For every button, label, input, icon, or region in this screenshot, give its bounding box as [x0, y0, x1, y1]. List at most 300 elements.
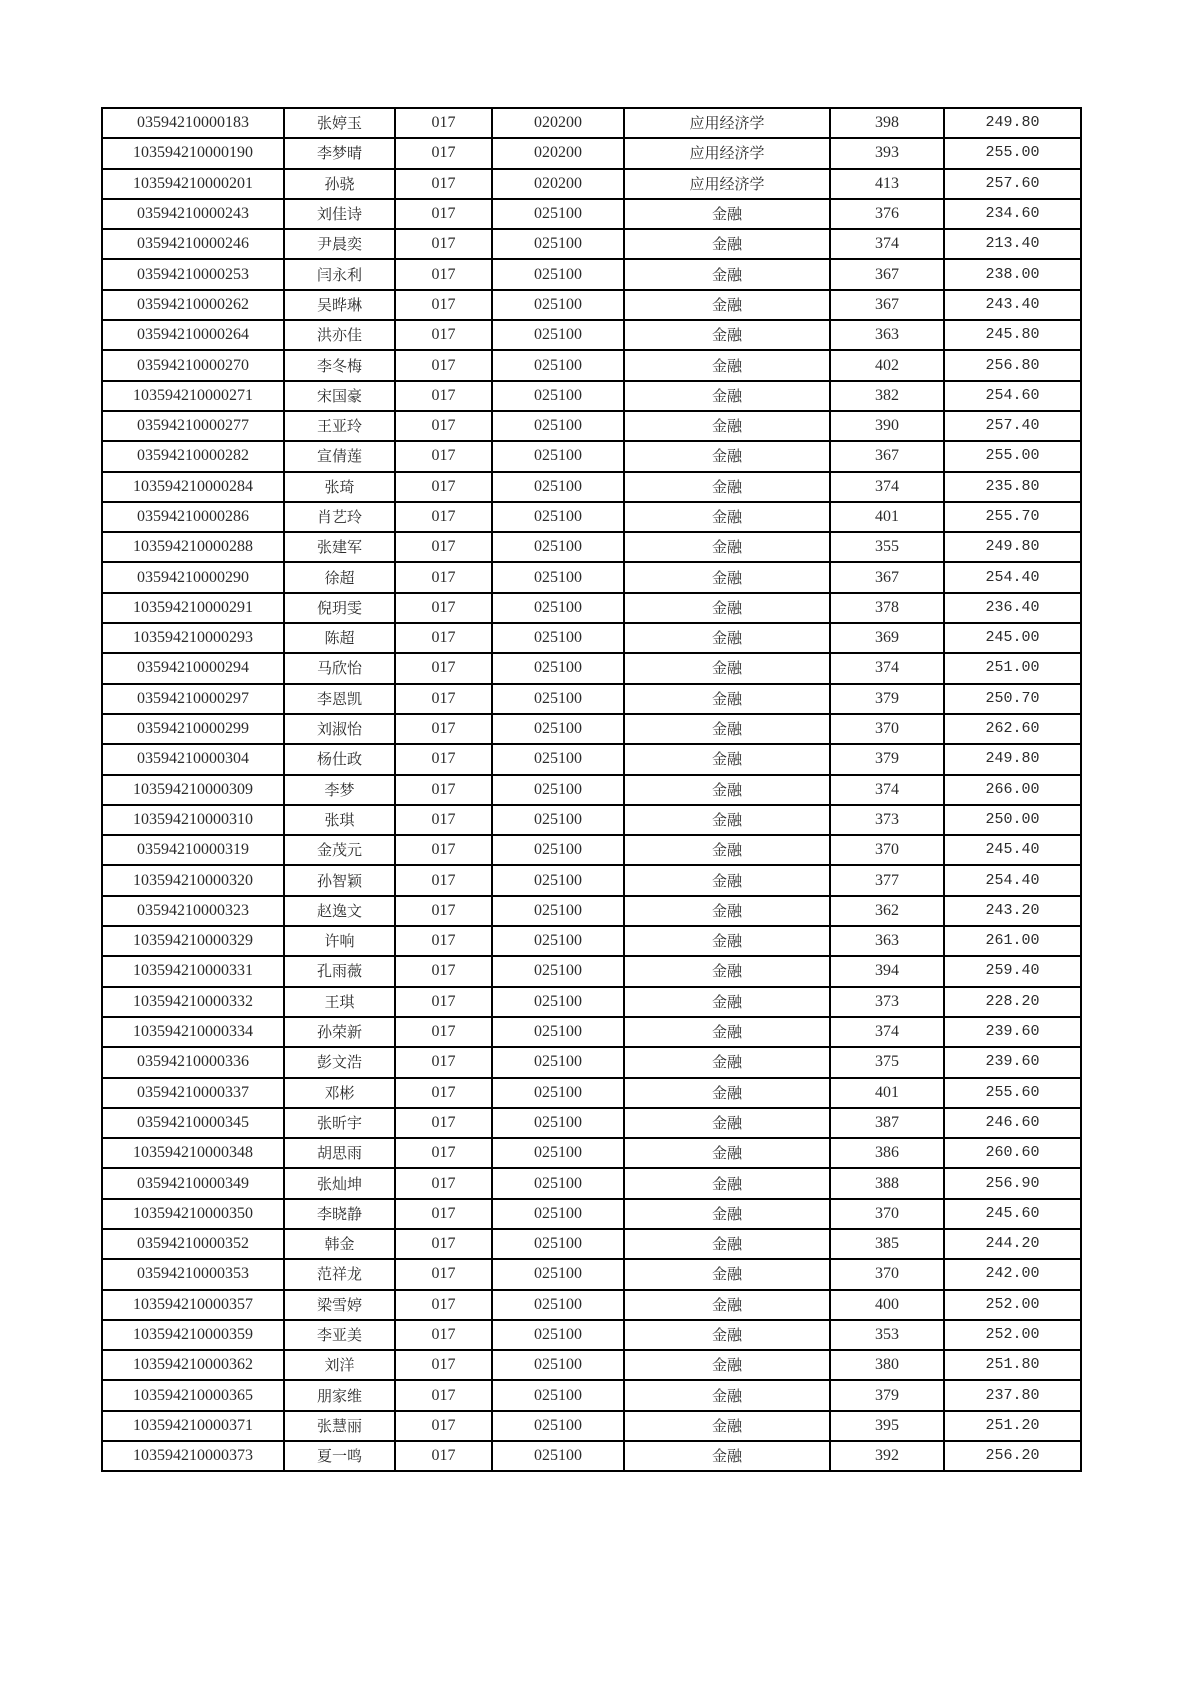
initial-score-cell: 392: [830, 1441, 944, 1471]
final-score-cell: 266.00: [944, 775, 1081, 805]
major-code-cell: 025100: [492, 775, 624, 805]
initial-score-cell: 373: [830, 805, 944, 835]
table-row: [102, 653, 1081, 683]
unit-code-cell: 017: [395, 532, 492, 562]
major-code-cell: 025100: [492, 653, 624, 683]
major-name-cell: 金融: [624, 502, 830, 532]
major-code-cell: 025100: [492, 593, 624, 623]
table-row: [102, 1047, 1081, 1077]
candidate-id-cell: 03594210000246: [102, 229, 284, 259]
unit-code-cell: 017: [395, 411, 492, 441]
initial-score-cell: 387: [830, 1108, 944, 1138]
major-code-cell: 025100: [492, 714, 624, 744]
initial-score-cell: 401: [830, 1078, 944, 1108]
candidate-name-cell: 范祥龙: [284, 1259, 395, 1289]
major-code-cell: 025100: [492, 502, 624, 532]
table-row: [102, 532, 1081, 562]
unit-code-cell: 017: [395, 472, 492, 502]
initial-score-cell: 388: [830, 1168, 944, 1198]
candidate-id-cell: 103594210000320: [102, 865, 284, 895]
major-code-cell: 025100: [492, 744, 624, 774]
unit-code-cell: 017: [395, 1229, 492, 1259]
candidate-name-cell: 宋国豪: [284, 381, 395, 411]
final-score-cell: 245.00: [944, 623, 1081, 653]
final-score-cell: 257.60: [944, 169, 1081, 199]
final-score-cell: 252.00: [944, 1290, 1081, 1320]
candidate-id-cell: 103594210000291: [102, 593, 284, 623]
table-row: [102, 1380, 1081, 1410]
major-code-cell: 025100: [492, 259, 624, 289]
final-score-cell: 213.40: [944, 229, 1081, 259]
initial-score-cell: 370: [830, 835, 944, 865]
final-score-cell: 254.60: [944, 381, 1081, 411]
table-row: [102, 290, 1081, 320]
unit-code-cell: 017: [395, 1199, 492, 1229]
initial-score-cell: 393: [830, 138, 944, 168]
final-score-cell: 251.80: [944, 1350, 1081, 1380]
final-score-cell: 244.20: [944, 1229, 1081, 1259]
major-name-cell: 金融: [624, 653, 830, 683]
initial-score-cell: 370: [830, 714, 944, 744]
candidate-name-cell: 夏一鸣: [284, 1441, 395, 1471]
table-row: [102, 805, 1081, 835]
candidate-name-cell: 金茂元: [284, 835, 395, 865]
unit-code-cell: 017: [395, 562, 492, 592]
table-row: [102, 1229, 1081, 1259]
final-score-cell: 237.80: [944, 1380, 1081, 1410]
major-name-cell: 金融: [624, 1259, 830, 1289]
unit-code-cell: 017: [395, 1047, 492, 1077]
major-code-cell: 025100: [492, 623, 624, 653]
major-name-cell: 金融: [624, 714, 830, 744]
major-code-cell: 025100: [492, 350, 624, 380]
candidate-name-cell: 陈超: [284, 623, 395, 653]
unit-code-cell: 017: [395, 1168, 492, 1198]
candidate-id-cell: 03594210000290: [102, 562, 284, 592]
candidate-name-cell: 尹晨奕: [284, 229, 395, 259]
major-code-cell: 025100: [492, 926, 624, 956]
candidate-name-cell: 洪亦佳: [284, 320, 395, 350]
initial-score-cell: 375: [830, 1047, 944, 1077]
candidate-id-cell: 03594210000264: [102, 320, 284, 350]
table-row: [102, 472, 1081, 502]
candidate-id-cell: 103594210000332: [102, 987, 284, 1017]
major-code-cell: 020200: [492, 169, 624, 199]
final-score-cell: 249.80: [944, 744, 1081, 774]
major-code-cell: 025100: [492, 472, 624, 502]
candidate-name-cell: 徐超: [284, 562, 395, 592]
initial-score-cell: 390: [830, 411, 944, 441]
candidate-name-cell: 张建军: [284, 532, 395, 562]
major-name-cell: 金融: [624, 199, 830, 229]
major-name-cell: 金融: [624, 1350, 830, 1380]
candidate-name-cell: 李梦: [284, 775, 395, 805]
major-name-cell: 应用经济学: [624, 169, 830, 199]
candidate-id-cell: 103594210000329: [102, 926, 284, 956]
candidate-name-cell: 梁雪婷: [284, 1290, 395, 1320]
table-row: [102, 259, 1081, 289]
unit-code-cell: 017: [395, 108, 492, 138]
final-score-cell: 242.00: [944, 1259, 1081, 1289]
initial-score-cell: 370: [830, 1199, 944, 1229]
unit-code-cell: 017: [395, 1350, 492, 1380]
major-name-cell: 金融: [624, 775, 830, 805]
table-row: [102, 229, 1081, 259]
table-row: [102, 1441, 1081, 1471]
unit-code-cell: 017: [395, 1138, 492, 1168]
table-row: [102, 744, 1081, 774]
unit-code-cell: 017: [395, 169, 492, 199]
major-code-cell: 025100: [492, 411, 624, 441]
initial-score-cell: 376: [830, 199, 944, 229]
final-score-cell: 245.40: [944, 835, 1081, 865]
table-row: [102, 1199, 1081, 1229]
major-name-cell: 金融: [624, 805, 830, 835]
candidate-id-cell: 103594210000373: [102, 1441, 284, 1471]
candidate-id-cell: 103594210000357: [102, 1290, 284, 1320]
unit-code-cell: 017: [395, 1078, 492, 1108]
unit-code-cell: 017: [395, 684, 492, 714]
unit-code-cell: 017: [395, 956, 492, 986]
initial-score-cell: 374: [830, 1017, 944, 1047]
major-name-cell: 金融: [624, 956, 830, 986]
candidate-id-cell: 03594210000253: [102, 259, 284, 289]
initial-score-cell: 367: [830, 562, 944, 592]
major-code-cell: 025100: [492, 1199, 624, 1229]
table-row: [102, 138, 1081, 168]
candidate-id-cell: 103594210000350: [102, 1199, 284, 1229]
major-code-cell: 025100: [492, 562, 624, 592]
table-row: [102, 441, 1081, 471]
major-code-cell: 025100: [492, 987, 624, 1017]
unit-code-cell: 017: [395, 593, 492, 623]
final-score-cell: 252.00: [944, 1320, 1081, 1350]
candidate-name-cell: 张琦: [284, 472, 395, 502]
major-name-cell: 金融: [624, 1047, 830, 1077]
initial-score-cell: 379: [830, 1380, 944, 1410]
candidate-id-cell: 03594210000352: [102, 1229, 284, 1259]
final-score-cell: 243.20: [944, 896, 1081, 926]
final-score-cell: 256.80: [944, 350, 1081, 380]
candidate-id-cell: 103594210000362: [102, 1350, 284, 1380]
major-code-cell: 025100: [492, 1259, 624, 1289]
candidate-name-cell: 刘洋: [284, 1350, 395, 1380]
final-score-cell: 254.40: [944, 562, 1081, 592]
final-score-cell: 262.60: [944, 714, 1081, 744]
initial-score-cell: 363: [830, 320, 944, 350]
major-name-cell: 金融: [624, 987, 830, 1017]
unit-code-cell: 017: [395, 744, 492, 774]
candidate-name-cell: 李冬梅: [284, 350, 395, 380]
major-code-cell: 025100: [492, 1290, 624, 1320]
initial-score-cell: 386: [830, 1138, 944, 1168]
table-row: [102, 1320, 1081, 1350]
candidate-id-cell: 03594210000304: [102, 744, 284, 774]
table-row: [102, 320, 1081, 350]
major-name-cell: 金融: [624, 532, 830, 562]
initial-score-cell: 379: [830, 744, 944, 774]
major-name-cell: 金融: [624, 593, 830, 623]
initial-score-cell: 370: [830, 1259, 944, 1289]
table-row: [102, 1078, 1081, 1108]
candidate-name-cell: 肖艺玲: [284, 502, 395, 532]
major-code-cell: 025100: [492, 1229, 624, 1259]
unit-code-cell: 017: [395, 1290, 492, 1320]
major-code-cell: 025100: [492, 1411, 624, 1441]
major-code-cell: 025100: [492, 1017, 624, 1047]
major-name-cell: 金融: [624, 1441, 830, 1471]
final-score-cell: 255.70: [944, 502, 1081, 532]
candidate-id-cell: 03594210000349: [102, 1168, 284, 1198]
major-name-cell: 金融: [624, 259, 830, 289]
final-score-cell: 245.80: [944, 320, 1081, 350]
table-row: [102, 835, 1081, 865]
initial-score-cell: 374: [830, 653, 944, 683]
candidate-name-cell: 吴晔琳: [284, 290, 395, 320]
final-score-cell: 255.60: [944, 1078, 1081, 1108]
unit-code-cell: 017: [395, 229, 492, 259]
candidate-name-cell: 孙骁: [284, 169, 395, 199]
major-name-cell: 金融: [624, 744, 830, 774]
candidate-id-cell: 03594210000262: [102, 290, 284, 320]
unit-code-cell: 017: [395, 1320, 492, 1350]
initial-score-cell: 353: [830, 1320, 944, 1350]
final-score-cell: 257.40: [944, 411, 1081, 441]
major-name-cell: 金融: [624, 835, 830, 865]
major-code-cell: 025100: [492, 1350, 624, 1380]
candidate-id-cell: 103594210000334: [102, 1017, 284, 1047]
candidate-name-cell: 刘佳诗: [284, 199, 395, 229]
major-name-cell: 金融: [624, 684, 830, 714]
major-name-cell: 金融: [624, 1229, 830, 1259]
unit-code-cell: 017: [395, 1411, 492, 1441]
final-score-cell: 254.40: [944, 865, 1081, 895]
final-score-cell: 250.00: [944, 805, 1081, 835]
unit-code-cell: 017: [395, 775, 492, 805]
major-code-cell: 025100: [492, 865, 624, 895]
initial-score-cell: 355: [830, 532, 944, 562]
final-score-cell: 245.60: [944, 1199, 1081, 1229]
unit-code-cell: 017: [395, 320, 492, 350]
initial-score-cell: 380: [830, 1350, 944, 1380]
candidate-id-cell: 103594210000371: [102, 1411, 284, 1441]
table-row: [102, 593, 1081, 623]
major-code-cell: 025100: [492, 532, 624, 562]
final-score-cell: 251.20: [944, 1411, 1081, 1441]
final-score-cell: 238.00: [944, 259, 1081, 289]
final-score-cell: 234.60: [944, 199, 1081, 229]
table-row: [102, 714, 1081, 744]
candidate-id-cell: 103594210000271: [102, 381, 284, 411]
initial-score-cell: 374: [830, 229, 944, 259]
table-row: [102, 1259, 1081, 1289]
initial-score-cell: 395: [830, 1411, 944, 1441]
major-code-cell: 025100: [492, 290, 624, 320]
candidate-name-cell: 刘淑怡: [284, 714, 395, 744]
table-row: [102, 1017, 1081, 1047]
table-row: [102, 684, 1081, 714]
table-row: [102, 1411, 1081, 1441]
candidate-id-cell: 03594210000183: [102, 108, 284, 138]
table-row: [102, 1290, 1081, 1320]
table-row: [102, 169, 1081, 199]
candidate-id-cell: 03594210000323: [102, 896, 284, 926]
initial-score-cell: 402: [830, 350, 944, 380]
candidate-name-cell: 李恩凯: [284, 684, 395, 714]
major-code-cell: 025100: [492, 229, 624, 259]
table-row: [102, 350, 1081, 380]
initial-score-cell: 367: [830, 290, 944, 320]
admission-list-table: [101, 107, 1082, 1472]
major-name-cell: 金融: [624, 320, 830, 350]
major-name-cell: 金融: [624, 926, 830, 956]
final-score-cell: 255.00: [944, 441, 1081, 471]
major-code-cell: 025100: [492, 1108, 624, 1138]
major-code-cell: 020200: [492, 138, 624, 168]
candidate-id-cell: 103594210000359: [102, 1320, 284, 1350]
candidate-name-cell: 王亚玲: [284, 411, 395, 441]
unit-code-cell: 017: [395, 653, 492, 683]
candidate-id-cell: 03594210000353: [102, 1259, 284, 1289]
final-score-cell: 239.60: [944, 1047, 1081, 1077]
initial-score-cell: 362: [830, 896, 944, 926]
table-row: [102, 411, 1081, 441]
major-code-cell: 025100: [492, 1047, 624, 1077]
final-score-cell: 249.80: [944, 532, 1081, 562]
major-name-cell: 金融: [624, 865, 830, 895]
table-row: [102, 956, 1081, 986]
initial-score-cell: 377: [830, 865, 944, 895]
initial-score-cell: 367: [830, 259, 944, 289]
candidate-id-cell: 03594210000336: [102, 1047, 284, 1077]
candidate-name-cell: 朋家维: [284, 1380, 395, 1410]
candidate-name-cell: 孙荣新: [284, 1017, 395, 1047]
unit-code-cell: 017: [395, 623, 492, 653]
table-body: [102, 108, 1081, 1471]
final-score-cell: 260.60: [944, 1138, 1081, 1168]
candidate-name-cell: 韩金: [284, 1229, 395, 1259]
final-score-cell: 236.40: [944, 593, 1081, 623]
initial-score-cell: 369: [830, 623, 944, 653]
candidate-name-cell: 李亚美: [284, 1320, 395, 1350]
initial-score-cell: 374: [830, 775, 944, 805]
table-row: [102, 896, 1081, 926]
unit-code-cell: 017: [395, 896, 492, 926]
initial-score-cell: 398: [830, 108, 944, 138]
major-name-cell: 金融: [624, 350, 830, 380]
major-name-cell: 金融: [624, 472, 830, 502]
candidate-name-cell: 张慧丽: [284, 1411, 395, 1441]
major-name-cell: 金融: [624, 441, 830, 471]
initial-score-cell: 400: [830, 1290, 944, 1320]
table-row: [102, 1108, 1081, 1138]
initial-score-cell: 413: [830, 169, 944, 199]
major-name-cell: 金融: [624, 1017, 830, 1047]
major-code-cell: 020200: [492, 108, 624, 138]
candidate-id-cell: 03594210000294: [102, 653, 284, 683]
initial-score-cell: 379: [830, 684, 944, 714]
major-code-cell: 025100: [492, 381, 624, 411]
final-score-cell: 255.00: [944, 138, 1081, 168]
major-name-cell: 金融: [624, 1411, 830, 1441]
major-name-cell: 金融: [624, 896, 830, 926]
major-code-cell: 025100: [492, 199, 624, 229]
unit-code-cell: 017: [395, 1108, 492, 1138]
major-name-cell: 金融: [624, 229, 830, 259]
candidate-name-cell: 张昕宇: [284, 1108, 395, 1138]
final-score-cell: 243.40: [944, 290, 1081, 320]
major-name-cell: 金融: [624, 1168, 830, 1198]
initial-score-cell: 382: [830, 381, 944, 411]
major-name-cell: 金融: [624, 562, 830, 592]
candidate-id-cell: 03594210000319: [102, 835, 284, 865]
major-name-cell: 金融: [624, 1290, 830, 1320]
initial-score-cell: 363: [830, 926, 944, 956]
table-row: [102, 199, 1081, 229]
major-code-cell: 025100: [492, 1380, 624, 1410]
major-name-cell: 金融: [624, 290, 830, 320]
unit-code-cell: 017: [395, 805, 492, 835]
final-score-cell: 256.90: [944, 1168, 1081, 1198]
candidate-id-cell: 103594210000348: [102, 1138, 284, 1168]
unit-code-cell: 017: [395, 1017, 492, 1047]
candidate-id-cell: 03594210000270: [102, 350, 284, 380]
initial-score-cell: 373: [830, 987, 944, 1017]
candidate-name-cell: 闫永利: [284, 259, 395, 289]
unit-code-cell: 017: [395, 138, 492, 168]
initial-score-cell: 378: [830, 593, 944, 623]
final-score-cell: 256.20: [944, 1441, 1081, 1471]
candidate-id-cell: 103594210000288: [102, 532, 284, 562]
final-score-cell: 259.40: [944, 956, 1081, 986]
candidate-id-cell: 03594210000297: [102, 684, 284, 714]
candidate-id-cell: 103594210000201: [102, 169, 284, 199]
initial-score-cell: 385: [830, 1229, 944, 1259]
major-code-cell: 025100: [492, 1168, 624, 1198]
final-score-cell: 250.70: [944, 684, 1081, 714]
major-code-cell: 025100: [492, 320, 624, 350]
table-row: [102, 562, 1081, 592]
final-score-cell: 251.00: [944, 653, 1081, 683]
candidate-id-cell: 103594210000310: [102, 805, 284, 835]
candidate-name-cell: 王琪: [284, 987, 395, 1017]
unit-code-cell: 017: [395, 290, 492, 320]
table-row: [102, 1138, 1081, 1168]
candidate-name-cell: 孙智颖: [284, 865, 395, 895]
major-name-cell: 金融: [624, 1320, 830, 1350]
major-code-cell: 025100: [492, 1320, 624, 1350]
final-score-cell: 246.60: [944, 1108, 1081, 1138]
major-name-cell: 金融: [624, 1108, 830, 1138]
candidate-name-cell: 许响: [284, 926, 395, 956]
major-name-cell: 金融: [624, 381, 830, 411]
candidate-id-cell: 03594210000337: [102, 1078, 284, 1108]
candidate-name-cell: 胡思雨: [284, 1138, 395, 1168]
unit-code-cell: 017: [395, 1380, 492, 1410]
major-name-cell: 金融: [624, 1078, 830, 1108]
final-score-cell: 249.80: [944, 108, 1081, 138]
unit-code-cell: 017: [395, 1259, 492, 1289]
final-score-cell: 228.20: [944, 987, 1081, 1017]
candidate-id-cell: 03594210000282: [102, 441, 284, 471]
unit-code-cell: 017: [395, 865, 492, 895]
candidate-id-cell: 103594210000331: [102, 956, 284, 986]
table-row: [102, 381, 1081, 411]
candidate-name-cell: 杨仕政: [284, 744, 395, 774]
initial-score-cell: 367: [830, 441, 944, 471]
candidate-name-cell: 赵逸文: [284, 896, 395, 926]
candidate-name-cell: 邓彬: [284, 1078, 395, 1108]
